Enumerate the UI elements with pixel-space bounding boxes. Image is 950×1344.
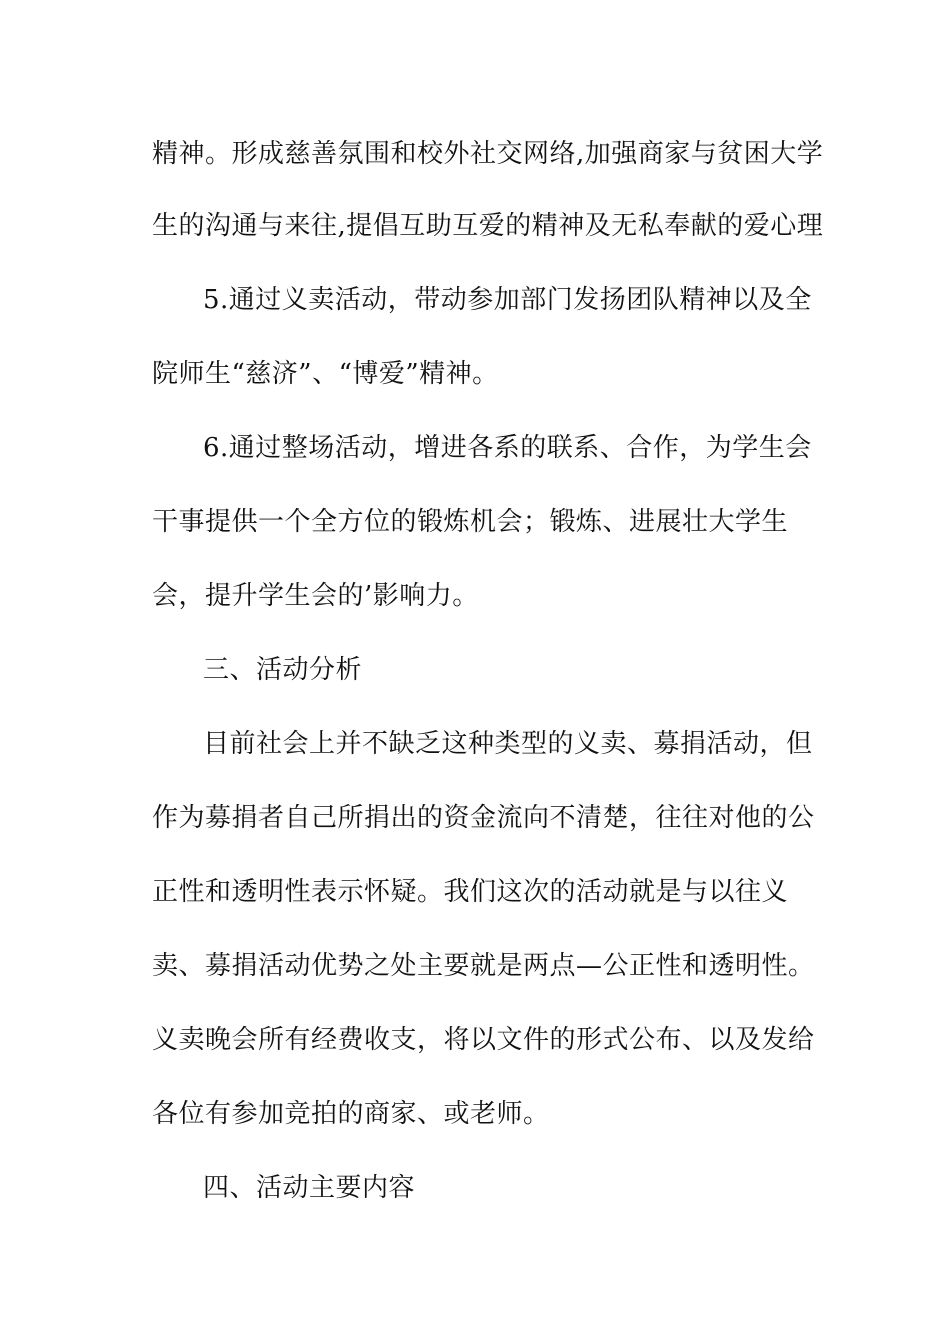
paragraph-line: 义卖晚会所有经费收支，将以文件的形式公布、以及发给 [152,1025,815,1055]
paragraph-line: 目前社会上并不缺乏这种类型的义卖、募捐活动，但 [203,729,813,759]
paragraph-line: 精神。形成慈善氛围和校外社交网络,加强商家与贫困大学 [152,139,824,169]
paragraph-line: 会，提升学生会的’影响力。 [152,581,479,611]
paragraph-line: 6.通过整场活动，增进各系的联系、合作，为学生会 [203,433,812,463]
paragraph-line: 卖、募捐活动优势之处主要就是两点—公正性和透明性。 [152,951,815,981]
paragraph-line: 生的沟通与来往,提倡互助互爱的精神及无私奉献的爱心理 [152,211,824,241]
paragraph-line: 5.通过义卖活动，带动参加部门发扬团队精神以及全 [203,285,812,315]
section-heading: 四、活动主要内容 [203,1173,416,1203]
paragraph-line: 作为募捐者自己所捐出的资金流向不清楚，往往对他的公 [152,803,815,833]
paragraph-line: 院师生“慈济”、“博爱”精神。 [152,359,499,389]
paragraph-line: 干事提供一个全方位的锻炼机会；锻炼、进展壮大学生 [152,507,789,537]
paragraph-line: 各位有参加竞拍的商家、或老师。 [152,1099,550,1129]
paragraph-line: 正性和透明性表示怀疑。我们这次的活动就是与以往义 [152,877,789,907]
section-heading: 三、活动分析 [203,655,363,685]
